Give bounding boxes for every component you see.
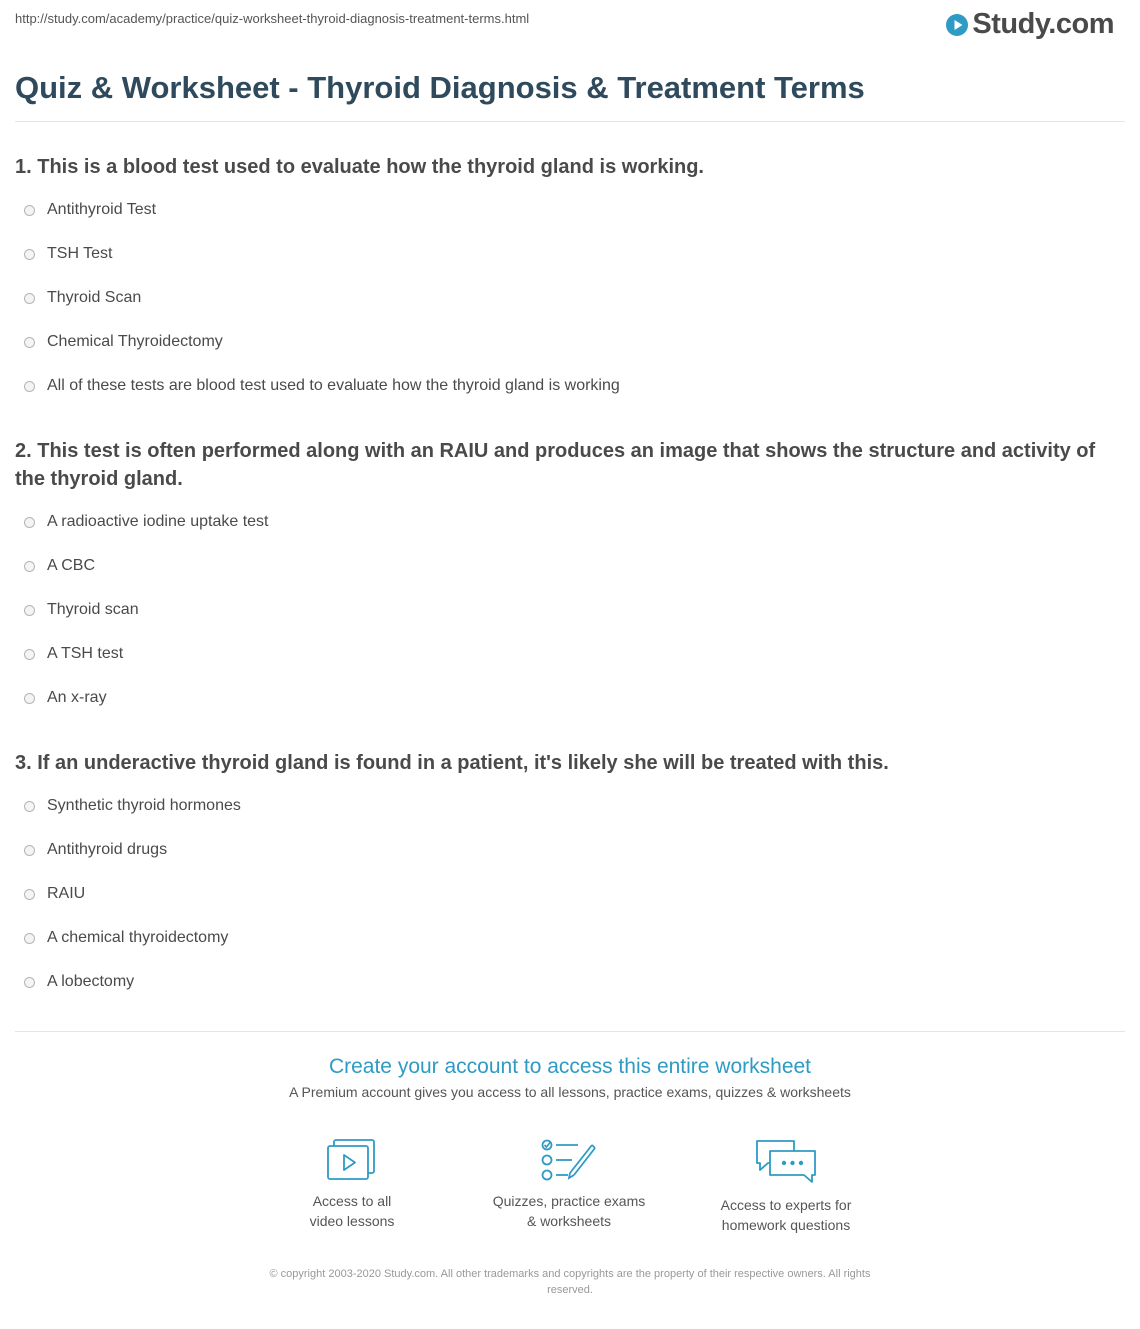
study-logo[interactable] [945,8,1114,41]
page-url: http://study.com/academy/practice/quiz-worksheet-thyroid-diagnosis-treatment-terms.html [15,11,530,26]
question-text: 1. This is a blood test used to evaluate how the thyroid gland is working. [15,156,704,178]
answer-options [15,784,1125,1004]
answer-label: A TSH test [47,645,124,662]
radio-button[interactable] [24,561,35,572]
answer-label: RAIU [47,885,86,902]
answer-label: Thyroid Scan [47,289,142,306]
create-account-link[interactable]: Create your account to access this entire worksheet [328,1055,812,1078]
radio-button[interactable] [24,649,35,660]
chat-bubbles-icon [754,1137,818,1187]
answer-label: An x-ray [47,689,107,706]
answer-label: Synthetic thyroid hormones [47,797,241,814]
answer-option[interactable] [15,784,1125,828]
radio-button[interactable] [24,605,35,616]
answer-option[interactable] [15,232,1125,276]
cta-divider [15,1031,1125,1032]
feature-experts [686,1137,886,1235]
feature-label: Access to experts for homework questions [720,1197,852,1233]
play-circle-logo-icon [945,13,969,37]
question-3 [15,749,1125,1004]
answer-label: A radioactive iodine uptake test [47,513,269,530]
video-lessons-icon [326,1137,378,1183]
quiz-checklist-icon [540,1137,598,1183]
answer-option[interactable] [15,960,1125,1004]
answer-option[interactable] [15,188,1125,232]
answer-option[interactable] [15,320,1125,364]
signup-cta [0,1055,1140,1100]
question-1 [15,153,1125,408]
title-divider [15,121,1125,122]
answer-option[interactable] [15,364,1125,408]
answer-option[interactable] [15,872,1125,916]
page-title: Quiz & Worksheet - Thyroid Diagnosis & Treatment Terms [15,70,865,105]
radio-button[interactable] [24,293,35,304]
radio-button[interactable] [24,845,35,856]
answer-option[interactable] [15,500,1125,544]
answer-label: A lobectomy [47,973,135,990]
feature-label: Quizzes, practice exams & worksheets [492,1193,646,1229]
answer-option[interactable] [15,828,1125,872]
radio-button[interactable] [24,933,35,944]
logo-wordmark: Study.com [972,8,1114,40]
answer-label: Antithyroid drugs [47,841,168,858]
answer-option[interactable] [15,544,1125,588]
feature-label: Access to all video lessons [309,1193,395,1229]
radio-button[interactable] [24,337,35,348]
answer-option[interactable] [15,588,1125,632]
answer-options [15,188,1125,408]
answer-label: A chemical thyroidectomy [47,929,229,946]
answer-label: A CBC [47,557,96,574]
answer-label: Thyroid scan [47,601,139,618]
premium-description: A Premium account gives you access to all lessons, practice exams, quizzes & worksheets [289,1084,851,1100]
answer-label: Chemical Thyroidectomy [47,333,223,350]
answer-label: TSH Test [47,245,113,262]
answer-label: All of these tests are blood test used to evaluate how the thyroid gland is working [47,377,620,394]
question-2 [15,437,1125,720]
answer-option[interactable] [15,632,1125,676]
radio-button[interactable] [24,889,35,900]
answer-option[interactable] [15,276,1125,320]
answer-option[interactable] [15,916,1125,960]
question-text: 2. This test is often performed along with an RAIU and produces an image that shows the structure and activity of the thyroid gland. [15,440,1096,490]
radio-button[interactable] [24,801,35,812]
radio-button[interactable] [24,693,35,704]
radio-button[interactable] [24,249,35,260]
question-text: 3. If an underactive thyroid gland is found in a patient, it's likely she will be treated with this. [15,752,889,774]
answer-options [15,500,1125,720]
radio-button[interactable] [24,205,35,216]
answer-option[interactable] [15,676,1125,720]
radio-button[interactable] [24,977,35,988]
copyright-footer: © copyright 2003-2020 Study.com. All other trademarks and copyrights are the property of their respective owners. All rights reserved. [269,1268,871,1296]
answer-label: Antithyroid Test [47,201,157,218]
feature-video-lessons [252,1137,452,1231]
feature-quizzes [469,1137,669,1231]
radio-button[interactable] [24,381,35,392]
radio-button[interactable] [24,517,35,528]
